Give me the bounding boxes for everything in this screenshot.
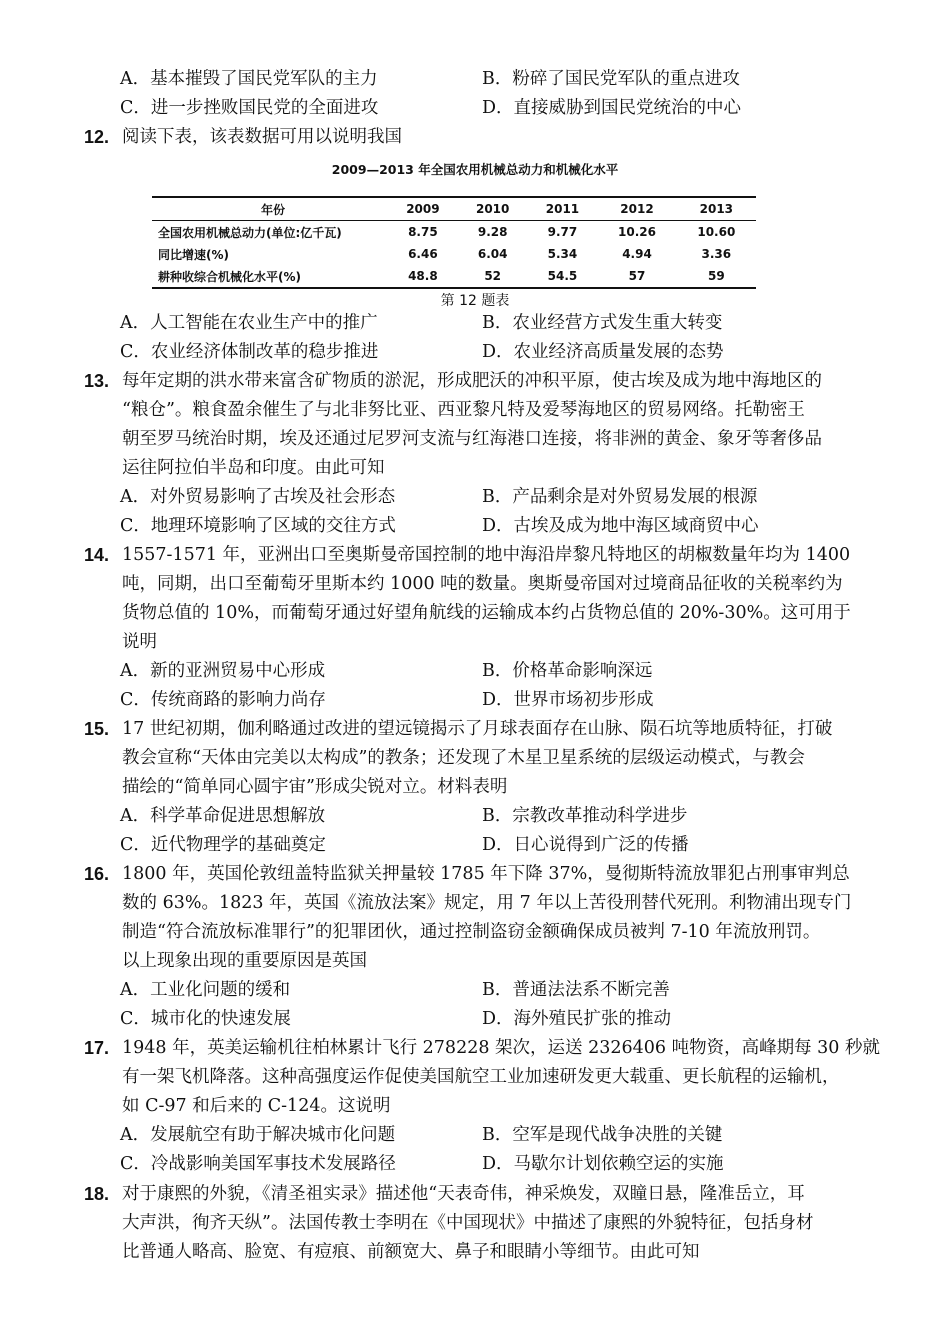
q18-line: 对于康熙的外貌，《清圣祖实录》描述他“天表奇伟，神采焕发，双瞳日悬，隆准岳立，耳 (122, 1184, 805, 1204)
q16-number: 16. (84, 864, 110, 884)
table-cell: 9.28 (477, 225, 508, 239)
q15-line: 教会宣称“天体由完美以太构成”的教条；还发现了木星卫星系统的层级运动模式，与教会 (122, 748, 805, 768)
q15-line: 描绘的“简单同心圆宇宙”形成尖锐对立。材料表明 (122, 777, 508, 797)
table-cell: 54.5 (528, 265, 598, 288)
table-header-cell: 2013 (677, 197, 756, 221)
table-cell: 6.04 (477, 247, 508, 261)
q15-option-c: C．近代物理学的基础奠定 (120, 835, 326, 855)
table-cell: 3.36 (701, 247, 732, 261)
table-cell: 4.94 (622, 247, 652, 261)
q18-line: 比普通人略高、脸宽、有痘痕、前额宽大、鼻子和眼睛小等细节。由此可知 (122, 1242, 700, 1262)
q12-stem: 阅读下表，该表数据可用以说明我国 (122, 127, 402, 147)
q16-option-b: B．普通法法系不断完善 (482, 980, 670, 1000)
table-cell: 52 (458, 265, 528, 288)
table-cell: 57 (597, 265, 676, 288)
table-header-cell: 2011 (528, 197, 598, 221)
q11-option-c: C．进一步挫败国民党的全面进攻 (120, 98, 379, 118)
q15-number: 15. (84, 719, 110, 739)
q13-line: 每年定期的洪水带来富含矿物质的淤泥，形成肥沃的冲积平原，使古埃及成为地中海地区的 (122, 371, 822, 391)
q13-option-c: C．地理环境影响了区域的交往方式 (120, 516, 396, 536)
q15-option-a: A．科学革命促进思想解放 (120, 806, 326, 826)
table-header-cell: 2009 (388, 197, 458, 221)
q17-number: 17. (84, 1038, 110, 1058)
q13-option-b: B．产品剩余是对外贸易发展的根源 (482, 487, 758, 507)
table-row (152, 265, 756, 288)
q12-table-caption: 第 12 题表 (440, 293, 510, 309)
table-header-cell: 年份 (152, 197, 388, 221)
q14-number: 14. (84, 545, 110, 565)
table-row (152, 221, 756, 244)
table-header-cell: 2012 (597, 197, 676, 221)
q13-number: 13. (84, 371, 110, 391)
q13-option-a: A．对外贸易影响了古埃及社会形态 (120, 487, 396, 507)
q14-option-d: D．世界市场初步形成 (482, 690, 654, 710)
q16-line: 数的 63%。1823 年，英国《流放法案》规定，用 7 年以上苦役刑替代死刑。利物浦出现专门 (122, 893, 852, 913)
table-cell: 耕种收综合机械化水平(%) (152, 265, 388, 288)
q16-option-a: A．工业化问题的缓和 (120, 980, 291, 1000)
table-header-row (152, 197, 756, 221)
q12-option-a: A．人工智能在农业生产中的推广 (120, 313, 378, 333)
q17-line: 有一架飞机降落。这种高强度运作促使美国航空工业加速研发更大载重、更长航程的运输机， (122, 1067, 840, 1087)
q16-line: 制造“符合流放标准罪行”的犯罪团伙，通过控制盗窃金额确保成员被判 7-10 年流放刑罚。 (122, 922, 821, 942)
q15-option-b: B．宗教改革推动科学进步 (482, 806, 688, 826)
table-cell: 6.46 (408, 247, 438, 261)
q13-line: “粮仓”。粮食盈余催生了与北非努比亚、西亚黎凡特及爱琴海地区的贸易网络。托勒密王 (122, 400, 805, 420)
q16-option-c: C．城市化的快速发展 (120, 1009, 291, 1029)
q16-line: 1800 年，英国伦敦纽盖特监狱关押量较 1785 年下降 37%，曼彻斯特流放罪犯占刑事审判总 (122, 864, 850, 884)
table-cell: 59 (677, 265, 756, 288)
q15-line: 17 世纪初期，伽利略通过改进的望远镜揭示了月球表面存在山脉、陨石坑等地质特征，打破 (122, 719, 833, 739)
q17-option-a: A．发展航空有助于解决城市化问题 (120, 1125, 396, 1145)
q15-option-d: D．日心说得到广泛的传播 (482, 835, 689, 855)
q12-table-title: 2009—2013 年全国农用机械总动力和机械化水平 (331, 162, 619, 177)
table-cell: 全国农用机械总动力(单位:亿千瓦) (158, 225, 342, 240)
q13-line: 朝至罗马统治时期，埃及还通过尼罗河支流与红海港口连接，将非洲的黄金、象牙等奢侈品 (122, 429, 822, 449)
table-cell: 5.34 (547, 247, 578, 261)
table-cell: 8.75 (408, 225, 438, 239)
q18-number: 18. (84, 1184, 110, 1204)
q12-option-d: D．农业经济高质量发展的态势 (482, 342, 724, 362)
q17-option-b: B．空军是现代战争决胜的关键 (482, 1125, 723, 1145)
table-cell: 10.60 (697, 225, 736, 239)
q17-line: 1948 年，英美运输机往柏林累计飞行 278228 架次，运送 2326406 吨物资，高峰期每 30 秒就 (122, 1038, 880, 1058)
table-cell: 同比增速(%) (158, 247, 229, 262)
q13-option-d: D．古埃及成为地中海区域商贸中心 (482, 516, 759, 536)
table-cell: 10.26 (618, 225, 656, 239)
q17-line: 如 C-97 和后来的 C-124。这说明 (122, 1096, 391, 1116)
table-cell: 9.77 (547, 225, 578, 239)
q14-line: 货物总值的 10%，而葡萄牙通过好望角航线的运输成本约占货物总值的 20%-30%。这可用于 (122, 603, 851, 623)
q11-option-d: D．直接威胁到国民党统治的中心 (482, 98, 742, 118)
q14-option-c: C．传统商路的影响力尚存 (120, 690, 326, 710)
q12-data-table (152, 196, 756, 289)
q14-line: 1557-1571 年，亚洲出口至奥斯曼帝国控制的地中海沿岸黎凡特地区的胡椒数量年均为 1400 (122, 545, 851, 565)
q11-option-b: B．粉碎了国民党军队的重点进攻 (482, 69, 740, 89)
q11-option-a: A．基本摧毁了国民党军队的主力 (120, 69, 378, 89)
q16-option-d: D．海外殖民扩张的推动 (482, 1009, 672, 1029)
table-row (152, 243, 756, 265)
q16-line: 以上现象出现的重要原因是英国 (122, 951, 367, 971)
q12-option-c: C．农业经济体制改革的稳步推进 (120, 342, 379, 362)
table-header-cell: 2010 (458, 197, 528, 221)
q18-line: 大声洪，徇齐天纵”。法国传教士李明在《中国现状》中描述了康熙的外貌特征，包括身材 (122, 1213, 814, 1233)
q14-option-a: A．新的亚洲贸易中心形成 (120, 661, 326, 681)
q14-line: 吨，同期，出口至葡萄牙里斯本约 1000 吨的数量。奥斯曼帝国对过境商品征收的关税率约为 (122, 574, 843, 594)
q13-line: 运往阿拉伯半岛和印度。由此可知 (122, 458, 385, 478)
table-cell: 48.8 (388, 265, 458, 288)
q17-option-c: C．冷战影响美国军事技术发展路径 (120, 1154, 396, 1174)
q12-number: 12. (84, 127, 110, 147)
q12-option-b: B．农业经营方式发生重大转变 (482, 313, 723, 333)
q17-option-d: D．马歇尔计划依赖空运的实施 (482, 1154, 724, 1174)
q14-line: 说明 (122, 632, 157, 652)
q14-option-b: B．价格革命影响深远 (482, 661, 653, 681)
